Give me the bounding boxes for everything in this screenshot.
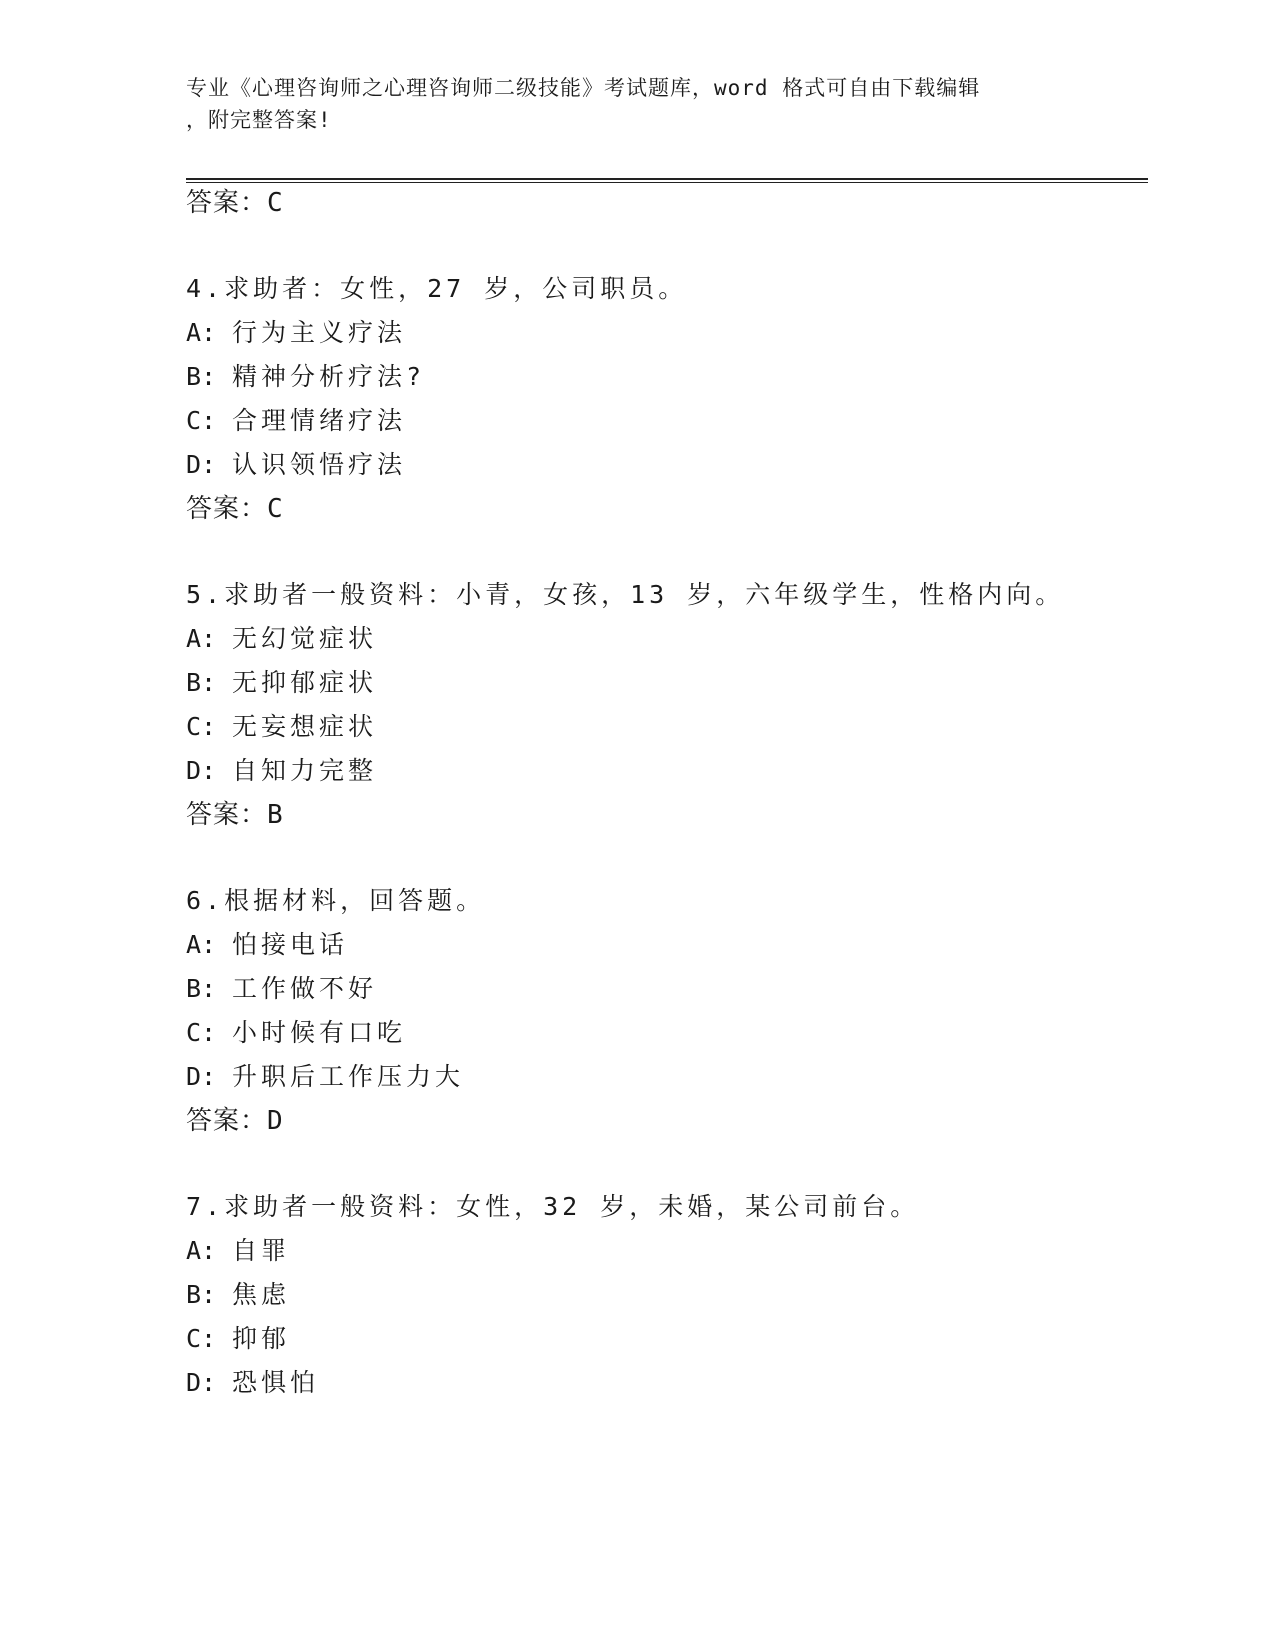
answer-label: 答案： xyxy=(186,1106,268,1136)
option-text: 升职后工作压力大 xyxy=(232,1062,465,1091)
option-text: 自罪 xyxy=(232,1236,291,1265)
option-4b xyxy=(186,362,425,392)
option-text: 工作做不好 xyxy=(232,974,378,1003)
header-divider xyxy=(186,178,1148,183)
option-text: 焦虑 xyxy=(232,1280,291,1309)
option-text: 认识领悟疗法 xyxy=(232,450,407,479)
document-header xyxy=(186,72,1086,136)
option-4c xyxy=(186,406,406,436)
answer-label: 答案： xyxy=(186,188,268,218)
option-5b xyxy=(186,668,377,698)
answer-5 xyxy=(186,800,284,830)
option-6c xyxy=(186,1018,406,1048)
option-label: B: xyxy=(186,362,217,391)
answer-6 xyxy=(186,1106,284,1136)
option-7c xyxy=(186,1324,290,1354)
option-label: D: xyxy=(186,450,217,479)
option-text: 恐惧怕 xyxy=(232,1368,320,1397)
option-text: 小时候有口吃 xyxy=(232,1018,407,1047)
option-label: A: xyxy=(186,318,217,347)
question-stem-6: 6.根据材料，回答题。 xyxy=(186,886,486,915)
option-5d xyxy=(186,756,377,786)
option-label: C: xyxy=(186,1018,217,1047)
option-text: 怕接电话 xyxy=(232,930,349,959)
answer-letter: C xyxy=(267,494,284,524)
option-label: D: xyxy=(186,1062,217,1091)
option-label: A: xyxy=(186,624,217,653)
option-6d xyxy=(186,1062,464,1092)
question-stem-7: 7.求助者一般资料：女性，32 岁，未婚，某公司前台。 xyxy=(186,1192,920,1221)
option-5a xyxy=(186,624,377,654)
option-4a xyxy=(186,318,406,348)
answer-prev xyxy=(186,188,284,218)
answer-label: 答案： xyxy=(186,494,268,524)
option-text: 自知力完整 xyxy=(232,756,378,785)
option-text: 抑郁 xyxy=(232,1324,291,1353)
answer-letter: C xyxy=(267,188,284,218)
header-title-line-1: 专业《心理咨询师之心理咨询师二级技能》考试题库，word 格式可自由下载编辑 xyxy=(186,76,981,100)
option-6a xyxy=(186,930,348,960)
option-label: B: xyxy=(186,1280,217,1309)
option-4d xyxy=(186,450,406,480)
option-7d xyxy=(186,1368,319,1398)
answer-letter: D xyxy=(267,1106,284,1136)
option-5c xyxy=(186,712,377,742)
option-text: 无抑郁症状 xyxy=(232,668,378,697)
option-label: B: xyxy=(186,668,217,697)
option-7b xyxy=(186,1280,290,1310)
option-text: 合理情绪疗法 xyxy=(232,406,407,435)
question-stem-4: 4.求助者：女性，27 岁，公司职员。 xyxy=(186,274,688,303)
option-text: 无幻觉症状 xyxy=(232,624,378,653)
option-text: 行为主义疗法 xyxy=(232,318,407,347)
option-6b xyxy=(186,974,377,1004)
option-label: C: xyxy=(186,406,217,435)
option-label: C: xyxy=(186,712,217,741)
option-7a xyxy=(186,1236,290,1266)
question-stem-5: 5.求助者一般资料：小青，女孩，13 岁，六年级学生，性格内向。 xyxy=(186,580,1065,609)
answer-letter: B xyxy=(267,800,284,830)
option-label: D: xyxy=(186,756,217,785)
header-title-line-2: ，附完整答案! xyxy=(186,108,332,132)
option-label: C: xyxy=(186,1324,217,1353)
answer-label: 答案： xyxy=(186,800,268,830)
option-label: A: xyxy=(186,930,217,959)
option-text: 精神分析疗法? xyxy=(232,362,426,391)
option-label: B: xyxy=(186,974,217,1003)
option-label: D: xyxy=(186,1368,217,1397)
option-label: A: xyxy=(186,1236,217,1265)
option-text: 无妄想症状 xyxy=(232,712,378,741)
answer-4 xyxy=(186,494,284,524)
